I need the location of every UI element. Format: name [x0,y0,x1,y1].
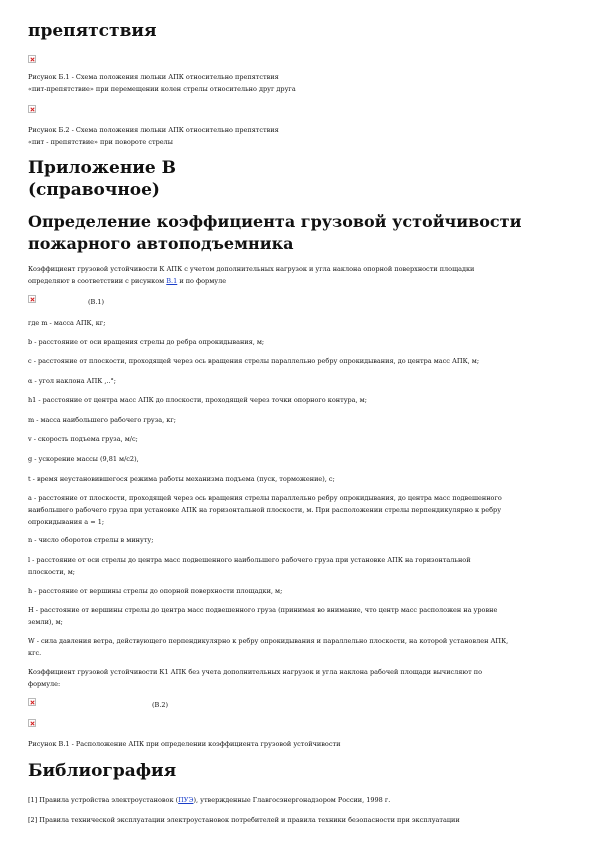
def-l-line1: l - расстояние от оси стрелы до центра масс подвешенного наибольшего рабочего груза при установке АПК на горизонтальной [28,556,471,564]
def-W-line1: W - сила давления ветра, действующего перпендикулярно к ребру опрокидывания и параллельно плоскости, на которой установлен АПК, [28,637,509,645]
def-l-line2: плоскости, м; [28,568,75,576]
intro-text: определяют в соответствии с рисунком [28,277,167,285]
equation-number-1: (В.1) [88,298,105,306]
def-g: g - ускорение массы (9,81 м/с2), [28,455,139,463]
def-a-line2: наибольшего рабочего груза при установке АПК на горизонтальной плоскости, м. При расположении стрелы перпендикулярно к ребру [28,506,502,514]
broken-image-icon [28,295,36,303]
bibliography-title: Библиография [28,761,177,781]
def-t: t - время неустановившегося режима работы механизма подъема (пуск, торможение), с; [28,475,335,483]
pue-link[interactable]: ПУЭ [178,796,194,804]
figure-v1-caption: Рисунок В.1 - Расположение АПК при определении коэффициента грузовой устойчивости [28,740,341,748]
figure-v1-link[interactable]: В.1 [166,277,178,285]
def-h1: h1 - расстояние от центра масс АПК до плоскости, проходящей через точки опорного контура, м; [28,396,367,404]
broken-image-icon [28,55,36,63]
broken-image-icon [28,105,36,113]
broken-image-icon [28,719,36,727]
figure-b1-caption-line1: Рисунок Б.1 - Схема положения люльки АПК относительно препятствия [28,73,279,81]
intro-text-tail: и по формуле [177,277,227,285]
def-b: b - расстояние от оси вращения стрелы до ребра опрокидывания, м; [28,338,265,346]
def-m: где m - масса АПК, кг; [28,319,106,327]
figure-b1-caption-line2: «пит-препятствие» при перемещении колен стрелы относительно друг друга [28,85,296,93]
equation-number-2: (В.2) [152,701,169,709]
def-a-line1: a - расстояние от плоскости, проходящей через ось вращения стрелы параллельно ребру опрокидывания, до центра масс подвешенного [28,494,502,502]
intro-line2 [28,276,576,286]
broken-image-icon [28,698,36,706]
figure-b2-caption-line2: «пит - препятствие» при повороте стрелы [28,138,173,146]
def-alpha: α - угол наклона АПК ,..°; [28,377,116,385]
def-H-line2: земли), м; [28,618,63,626]
appendix-title [28,157,176,201]
appendix-title-line1: Приложение В [28,158,177,178]
definition-title [28,211,521,255]
def-a-line3: опрокидывания a = 1; [28,518,105,526]
bibliography-item-1 [28,795,576,805]
bibliography-item-2: [2] Правила технической эксплуатации электроустановок потребителей и правила техники безопасности при эксплуатации [28,816,460,824]
intro-line1: Коэффициент грузовой устойчивости К АПК с учетом дополнительных нагрузок и угла наклона опорной поверхности площадки [28,265,475,273]
bibliography-item-1-tail: ), утвержденные Главгосэнергонадзором России, 1998 г. [193,796,391,804]
definition-title-line2: пожарного автоподъемника [28,234,294,253]
heading-obstacle: препятствия [28,21,157,41]
k1-line2: формуле: [28,680,61,688]
bibliography-item-1-text: [1] Правила устройства электроустановок ( [28,796,179,804]
def-v: v - скорость подъема груза, м/с; [28,435,138,443]
definition-title-line1: Определение коэффициента грузовой устойчивости [28,212,522,231]
def-load-mass: m - масса наибольшего рабочего груза, кг; [28,416,176,424]
k1-line1: Коэффициент грузовой устойчивости К1 АПК без учета дополнительных нагрузок и угла наклона рабочей площади вычисляют по [28,668,482,676]
def-h: h - расстояние от вершины стрелы до опорной поверхности площадки, м; [28,587,283,595]
def-H-line1: H - расстояние от вершины стрелы до центра масс подвешенного груза (принимая во внимание, что центр масс расположен на уровне [28,606,498,614]
figure-b2-caption-line1: Рисунок Б.2 - Схема положения люльки АПК относительно препятствия [28,126,279,134]
appendix-title-line2: (справочное) [28,180,160,200]
def-W-line2: кгс. [28,649,42,657]
def-n: n - число оборотов стрелы в минуту; [28,536,154,544]
def-c: c - расстояние от плоскости, проходящей через ось вращения стрелы параллельно ребру опрокидывания, до центра масс АПК, м; [28,357,480,365]
